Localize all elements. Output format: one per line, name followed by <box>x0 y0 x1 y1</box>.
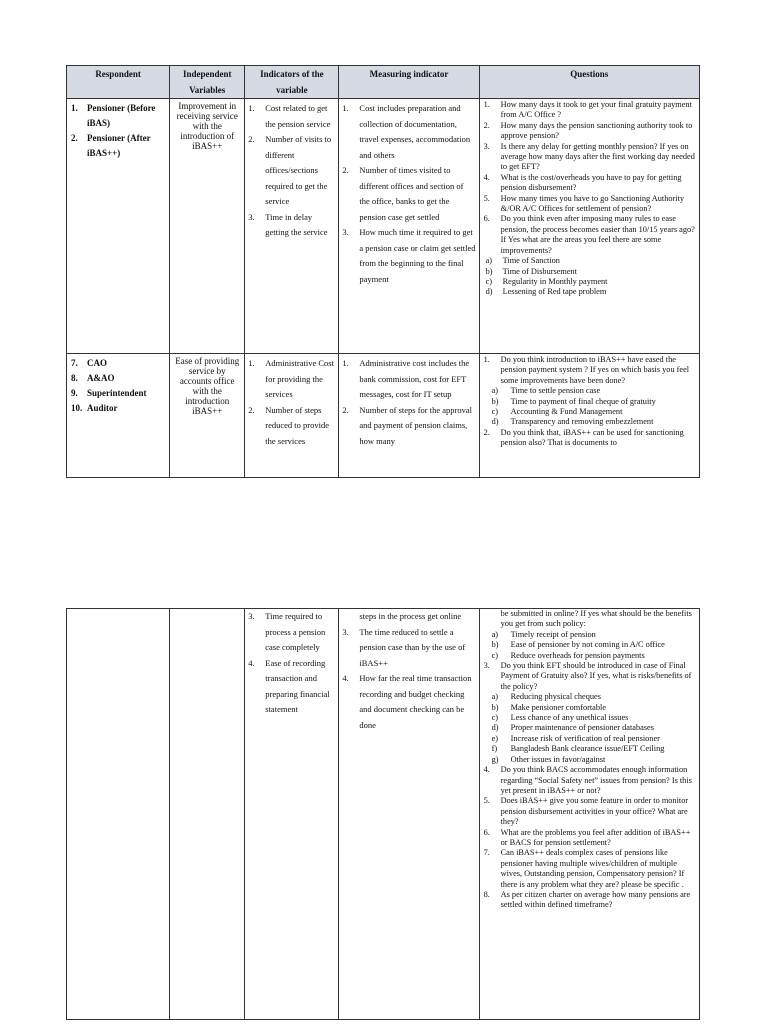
respondent-item: 10. Auditor <box>71 403 118 413</box>
question-subitem: d) Lessening of Red tape problem <box>485 287 607 297</box>
respondent-cell-empty <box>67 609 170 1020</box>
question-subitem: c) Regularity in Monthly payment <box>485 276 608 286</box>
table-row-continued <box>67 609 700 1020</box>
question-item: 6. What are the problems you feel after addition of iBAS++ or BACS for pension settlement? <box>483 827 691 847</box>
independent-variable-cell-empty <box>170 609 245 1020</box>
header-measuring-indicator: Measuring indicator <box>339 66 479 99</box>
question-item: 8. As per citizen charter on average how many pensions are settled within defined timeframe? <box>483 889 691 910</box>
measuring-item: 1. Cost includes preparation and collection of documentation, travel expenses, accommodation and others <box>342 103 471 160</box>
question-item: 1. Do you think introduction to iBAS++ have eased the pension payment system ? If yes on which basis you feel some improvements have been done? <box>483 355 690 385</box>
question-subitem: b) Make pensioner comfortable <box>491 702 607 712</box>
indicators-cell <box>245 609 339 1020</box>
indicator-item: 1. Cost related to get the pension service <box>248 103 331 129</box>
indicator-item: 4. Ease of recording transaction and preparing financial statement <box>248 657 330 714</box>
question-item: 1. How many days it took to get your final gratuity payment from A/C Office ? <box>483 100 692 120</box>
header-questions: Questions <box>479 66 699 99</box>
indicator-item: 2. Number of visits to different offices/sections required to get the service <box>248 134 332 206</box>
respondent-item: 9. Superintendent <box>71 388 147 398</box>
measuring-cell <box>339 99 479 354</box>
question-item: 7. Can iBAS++ deals complex cases of pensions like pensioner having multiple wives/children of multiple wives, Outstanding pension, Compensatory pension? If there is any problem what they are? please be specific . <box>483 848 685 889</box>
table-header-row <box>67 66 700 99</box>
question-item: 2. How many days the pension sanctioning authority took to approve pension? <box>483 120 693 141</box>
question-subitem: b) Ease of pensioner by not coming in A/C office <box>491 640 665 650</box>
question-item: 5. How many times you have to go Sanctioning Authority &/OR A/C Offices for settlement of pension? <box>483 193 685 214</box>
question-item: 3. Is there any delay for getting monthly pension? If yes on average how many days after the first working day needed to get EFT? <box>483 141 695 172</box>
questions-cell <box>479 354 699 478</box>
question-subitem: g) Other issues in favor/against <box>491 754 606 764</box>
respondent-cell <box>67 354 170 478</box>
respondent-item: 2. Pensioner (After iBAS++) <box>71 133 151 158</box>
question-subitem: c) Reduce overheads for pension payments <box>491 650 645 660</box>
measuring-item: 1. Administrative cost includes the bank commission, cost for EFT messages, cost for IT setup <box>342 358 470 399</box>
table-row-pensioner <box>67 99 700 354</box>
question-subitem: f) Bangladesh Bank clearance issue/EFT Ceiling <box>491 744 665 754</box>
measuring-item: 3. The time reduced to settle a pension case than by the use of iBAS++ <box>342 626 466 668</box>
question-subitem: a) Time to settle pension case <box>491 386 601 396</box>
measuring-cell <box>339 354 479 478</box>
question-subitem: d) Transparency and removing embezzlement <box>491 417 654 427</box>
measuring-item: 2. Number of steps for the approval and payment of pension claims, how many <box>342 404 472 446</box>
measuring-item: 3. How much time it required to get a pension case or claim get settled from the beginning to the final payment <box>342 227 476 284</box>
question-item: 5. Does iBAS++ give you some feature in order to monitor pension disbursement activities in your office? What are they? <box>483 796 689 827</box>
question-item: 6. Do you think even after imposing many rules to ease pension, the process becomes easier than 10/15 years ago? If Yes what are the areas you feel there are some improvements? <box>483 214 695 255</box>
indicators-cell <box>245 99 339 354</box>
question-subitem: a) Time of Sanction <box>485 256 560 266</box>
indicator-item: 2. Number of steps reduced to provide the services <box>248 404 329 446</box>
indicators-cell <box>245 354 339 478</box>
independent-variable-cell: Improvement in receiving service with the introduction of iBAS++ <box>170 99 245 354</box>
question-item: 4. Do you think BACS accommodates enough information regarding “Social Safety net” issues from pension? Is this yet present in iBAS++ or not? <box>483 765 692 795</box>
question-subitem: c) Less chance of any unethical issues <box>491 713 629 723</box>
indicator-item: 3. Time required to process a pension case completely <box>248 611 326 652</box>
header-respondent: Respondent <box>67 66 170 99</box>
indicator-item: 3. Time in delay getting the service <box>248 211 328 237</box>
header-independent-variables: Independent Variables <box>170 66 245 99</box>
questions-cell <box>479 99 699 354</box>
respondent-item: 1. Pensioner (Before iBAS) <box>71 103 156 128</box>
respondent-item: 8. A&AO <box>71 373 115 383</box>
question-subitem: c) Accounting & Fund Management <box>491 407 623 417</box>
research-matrix-table <box>66 65 700 478</box>
research-matrix-table-continued <box>66 608 700 1020</box>
header-indicators: Indicators of the variable <box>245 66 339 99</box>
respondent-item: 7. CAO <box>71 358 107 368</box>
question-item: 3. Do you think EFT should be introduced in case of Final Payment of Gratuity also? If yes, what is risks/benefits of the policy? <box>483 661 692 691</box>
respondent-cell <box>67 99 170 354</box>
question-subitem: e) Increase risk of verification of real pensioner <box>491 733 660 743</box>
measuring-item: 2. Number of times visited to different offices and section of the office, banks to get the pension case get settled <box>342 165 464 222</box>
question-item: 4. What is the cost/overheads you have to pay for getting pension disbursement? <box>483 172 682 193</box>
indicator-item: 1. Administrative Cost for providing the services <box>248 358 334 399</box>
measuring-cell <box>339 609 479 1020</box>
question-subitem: d) Proper maintenance of pensioner databases <box>491 723 654 733</box>
questions-cell <box>479 609 699 1020</box>
question-continuation: be submitted in online? If yes what should be the benefits you get from such policy: <box>500 609 692 629</box>
question-subitem: a) Reducing physical cheques <box>491 692 601 702</box>
question-subitem: a) Timely receipt of pension <box>491 629 596 639</box>
measuring-continuation: steps in the process get online <box>359 611 462 621</box>
table-row-accounts-office <box>67 354 700 478</box>
question-item: 2. Do you think that, iBAS++ can be used for sanctioning pension also? That is documents to <box>483 427 684 448</box>
question-subitem: b) Time to payment of final cheque of gratuity <box>491 396 656 406</box>
independent-variable-cell: Ease of providing service by accounts office with the introduction iBAS++ <box>170 354 245 478</box>
question-subitem: b) Time of Disbursement <box>485 266 577 276</box>
measuring-item: 4. How far the real time transaction recording and budget checking and document checking can be done <box>342 673 472 730</box>
